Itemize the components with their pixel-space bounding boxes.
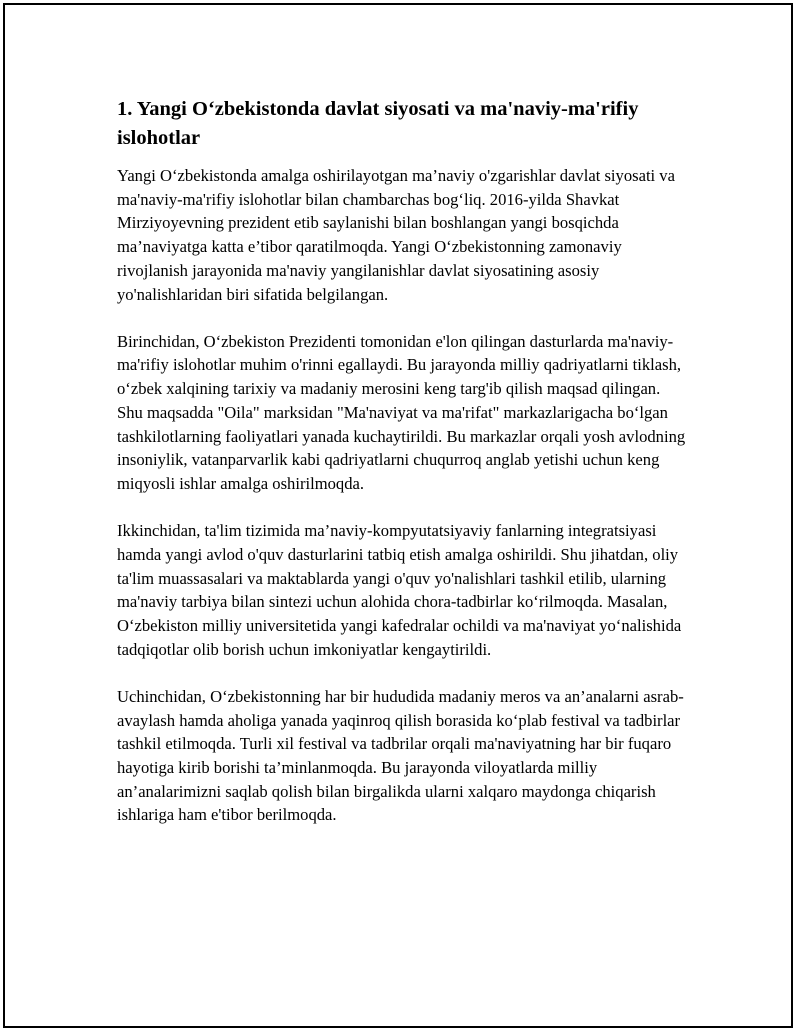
- paragraph-intro: Yangi O‘zbekistonda amalga oshirilayotgan ma’naviy o'zgarishlar davlat siyosati va ma'naviy-ma'rifiy islohotlar bilan chambarchas bog‘liq. 2016-yilda Shavkat Mirziyoyevning prezident etib saylanishi bilan boshlangan yangi bosqichda ma’naviyatga katta e’tibor qaratilmoqda. Yangi O‘zbekistonning zamonaviy rivojlanish jarayonida ma'naviy yangilanishlar davlat siyosatining asosiy yo'nalishlaridan biri sifatida belgilangan.: [117, 166, 675, 304]
- paragraph-second: Ikkinchidan, ta'lim tizimida ma’naviy-kompyutatsiyaviy fanlarning integratsiyasi hamda yangi avlod o'quv dasturlarini tatbiq etish amalga oshirildi. Shu jihatdan, oliy ta'lim muassasalari va maktablarda yangi o'quv yo'nalishlari tashkil etilib, ularning ma'naviy tarbiya bilan sintezi uchun alohida chora-tadbirlar ko‘rilmoqda. Masalan, O‘zbekiston milliy universitetida yangi kafedralar ochildi va ma'naviyat yo‘nalishida tadqiqotlar olib borish uchun imkoniyatlar kengaytirildi.: [117, 521, 682, 659]
- section-heading: 1. Yangi O‘zbekistonda davlat siyosati va ma'naviy-ma'rifiy islohotlar: [117, 98, 639, 149]
- paragraph-third: Uchinchidan, O‘zbekistonning har bir hududida madaniy meros va an’analarni asrab-avaylash hamda aholiga yanada yaqinroq qilish borasida ko‘plab festival va tadbirlar tashkil etilmoqda. Turli xil festival va tadbrilar orqali ma'naviyatning har bir fuqaro hayotiga kirib borishi ta’minlanmoqda. Bu jarayonda viloyatlarda milliy an’analarimizni saqlab qolish bilan birgalikda ularni xalqaro maydonga chiqarish ishlariga ham e'tibor berilmoqda.: [117, 686, 684, 825]
- document-body: [117, 95, 689, 827]
- paragraph-first: Birinchidan, O‘zbekiston Prezidenti tomonidan e'lon qilingan dasturlarda ma'naviy-ma'rifiy islohotlar muhim o'rinni egallaydi. Bu jarayonda milliy qadriyatlarni tiklash, o‘zbek xalqining tarixiy va madaniy merosini keng targ'ib qilish maqsad qilingan. Shu maqsadda "Oila" marksidan "Ma'naviyat va ma'rifat" markazlarigacha bo‘lgan tashkilotlarning faoliyatlari yanada kuchaytirildi. Bu markazlar orqali yosh avlodning insoniylik, vatanparvarlik kabi qadriyatlarni chuqurroq anglab yetishi uchun keng miqyosli ishlar amalga oshirilmoqda.: [117, 331, 686, 493]
